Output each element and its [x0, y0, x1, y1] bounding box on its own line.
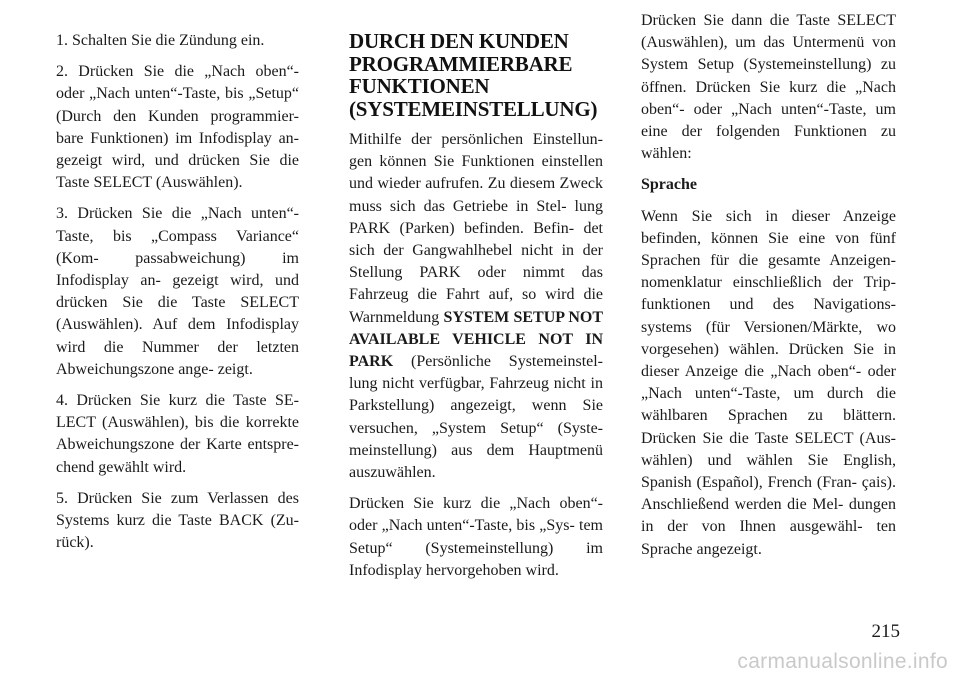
intro-text-end: (Persönliche Systemeinstel- lung nicht verfügbar, Fahrzeug nicht in Parkstellung) angezeigt, wenn Sie versuchen, „System Setup“ (Syste- meinstellung) aus dem Hauptmenü auszuwählen. — [349, 353, 604, 482]
right-column — [641, 10, 896, 570]
intro-paragraph — [349, 129, 603, 484]
step-2: 2. Drücken Sie die „Nach oben“- oder „Nach unten“-Taste, bis „Setup“ (Durch den Kunden programmier- bare Funktionen) im Infodisplay an- gezeigt wird, und drücken Sie die Taste SELECT (Auswählen). — [56, 63, 299, 192]
warning-message: SYSTEM SETUP NOT AVAILABLE VEHICLE NOT IN PARK — [349, 308, 604, 371]
middle-column — [349, 30, 603, 591]
select-paragraph: Drücken Sie dann die Taste SELECT (Auswählen), um das Untermenü von System Setup (Systemeinstellung) zu öffnen. Drücken Sie kurz die „Nach oben“- oder „Nach unten“-Taste, um eine der folgenden Funktionen zu wählen: — [641, 12, 896, 163]
intro-text: Mithilfe der persönlichen Einstellun- gen können Sie Funktionen einstellen und wieder aufrufen. Zu diesem Zweck muss sich das Getriebe in Stel- lung PARK (Parken) befinden. Befin- det sich der Gangwahlhebel nicht in der Stellung PARK oder nimmt das Fahrzeug die Fahrt auf, so wird die Warnmeldung — [349, 131, 603, 326]
step-1: 1. Schalten Sie die Zündung ein. — [56, 32, 265, 49]
section-heading: DURCH DEN KUNDEN PROGRAMMIERBARE FUNKTIONEN (SYSTEMEINSTELLUNG) — [349, 29, 598, 121]
instruction-paragraph: Drücken Sie kurz die „Nach oben“- oder „Nach unten“-Taste, bis „Sys- tem Setup“ (Systemeinstellung) im Infodisplay hervorgehoben wird. — [349, 495, 603, 579]
page-number: 215 — [871, 621, 900, 642]
step-5: 5. Drücken Sie zum Verlassen des Systems kurz die Taste BACK (Zu- rück). — [56, 489, 299, 552]
left-column — [56, 30, 299, 563]
language-paragraph: Wenn Sie sich in dieser Anzeige befinden, können Sie eine von fünf Sprachen für die gesamte Anzeigen- nomenklatur einschließlich der Trip- funktionen und des Navigations- systems (für Versionen/Märkte, wo vorgesehen) wählen. Drücken Sie in dieser Anzeige die „Nach oben“- oder „Nach unten“-Taste, um durch die wählbaren Sprachen zu blättern. Drücken Sie die Taste SELECT (Aus- wählen) und wählen Sie English, Spanish (Español), French (Fran- çais). Anschließend werden die Mel- dungen in der von Ihnen ausgewähl- ten Sprache angezeigt. — [641, 207, 896, 558]
language-subheading: Sprache — [641, 176, 697, 194]
step-3: 3. Drücken Sie die „Nach unten“- Taste, bis „Compass Variance“ (Kom- passabweichung) im Infodisplay an- gezeigt wird, und drücken Sie die Taste SELECT (Auswählen). Auf dem Infodisplay wird die Nummer der letzten Abweichungszone ange- zeigt. — [56, 205, 299, 378]
watermark: carmanualsonline.info — [737, 650, 948, 673]
step-4: 4. Drücken Sie kurz die Taste SE- LECT (Auswählen), bis die korrekte Abweichungszone der Karte entspre- chend gewählt wird. — [56, 392, 299, 476]
